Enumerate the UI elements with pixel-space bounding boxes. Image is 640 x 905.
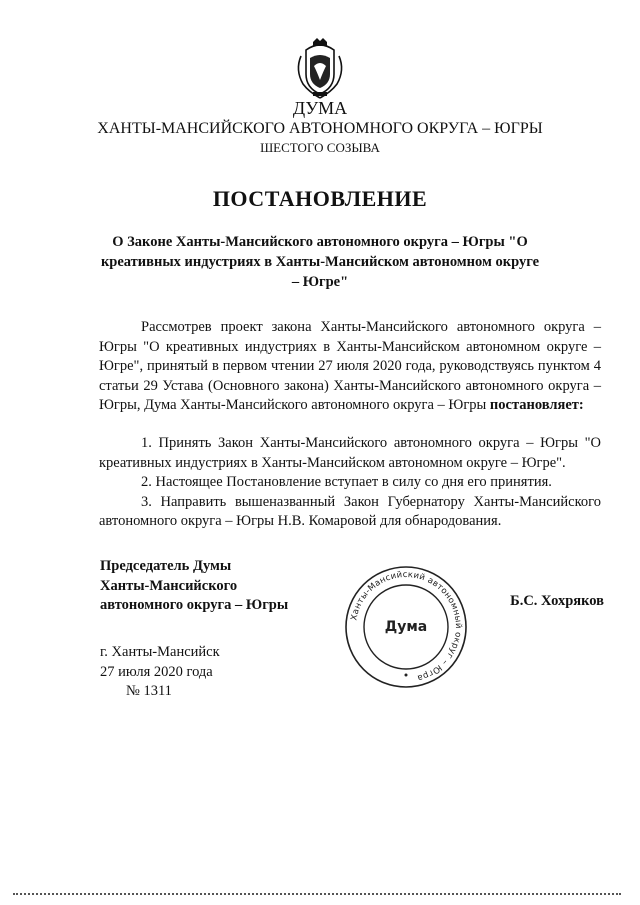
document-number: № 1311 <box>126 683 172 699</box>
list-item: 1. Принять Закон Ханты-Мансийского автономного округа – Югры "О креативных индустриях в Ханты-Мансийском автономном округе – Югре". <box>99 435 601 471</box>
list-item: 3. Направить вышеназванный Закон Губернатору Ханты-Мансийского автономного округа – Югры Н.В. Комаровой для обнародования. <box>99 493 601 529</box>
organization-name: ДУМА <box>292 98 348 118</box>
convocation: ШЕСТОГО СОЗЫВА <box>260 140 380 155</box>
preamble <box>99 318 601 416</box>
resolution-items <box>99 434 601 532</box>
document-type-title: ПОСТАНОВЛЕНИЕ <box>212 186 428 211</box>
signer-name: Б.С. Хохряков <box>510 593 604 609</box>
signatory-title-line: автономного округа – Югры <box>100 597 289 613</box>
organization-region: ХАНТЫ-МАНСИЙСКОГО АВТОНОМНОГО ОКРУГА – ЮГРЫ <box>97 120 543 137</box>
page-bottom-divider <box>13 893 621 895</box>
coat-of-arms-icon <box>293 36 347 100</box>
stamp-ring-text: Ханты-Мансийский автономный округ – Югра <box>349 569 464 683</box>
signatory-title-line: Ханты-Мансийского <box>100 577 238 594</box>
official-stamp <box>342 563 470 691</box>
stamp-center-text: Дума <box>384 619 428 635</box>
preamble-keyword: постановляет: <box>489 397 584 413</box>
document-subject: О Законе Ханты-Мансийского автономного округа – Югры "О креативных индустриях в Ханты-Мансийском автономном округе – Югре" <box>100 234 540 290</box>
signatory-title-line: Председатель Думы <box>100 558 232 574</box>
preamble-text: Рассмотрев проект закона Ханты-Мансийского автономного округа – Югры "О креативных индустриях в Ханты-Мансийском автономном округе – Югре", принятый в первом чтении 27 июля 2020 года, руководствуясь пунктом 4 статьи 29 Устава (Основного закона) Ханты-Мансийского автономного округа – Югры, Дума Ханты-Мансийского автономного округа – Югры <box>99 319 601 413</box>
place: г. Ханты-Мансийск <box>100 644 220 660</box>
list-item: 2. Настоящее Постановление вступает в силу со дня его принятия. <box>141 474 552 490</box>
date: 27 июля 2020 года <box>100 663 213 680</box>
place-and-date <box>100 643 320 682</box>
signatory-title <box>100 557 330 616</box>
